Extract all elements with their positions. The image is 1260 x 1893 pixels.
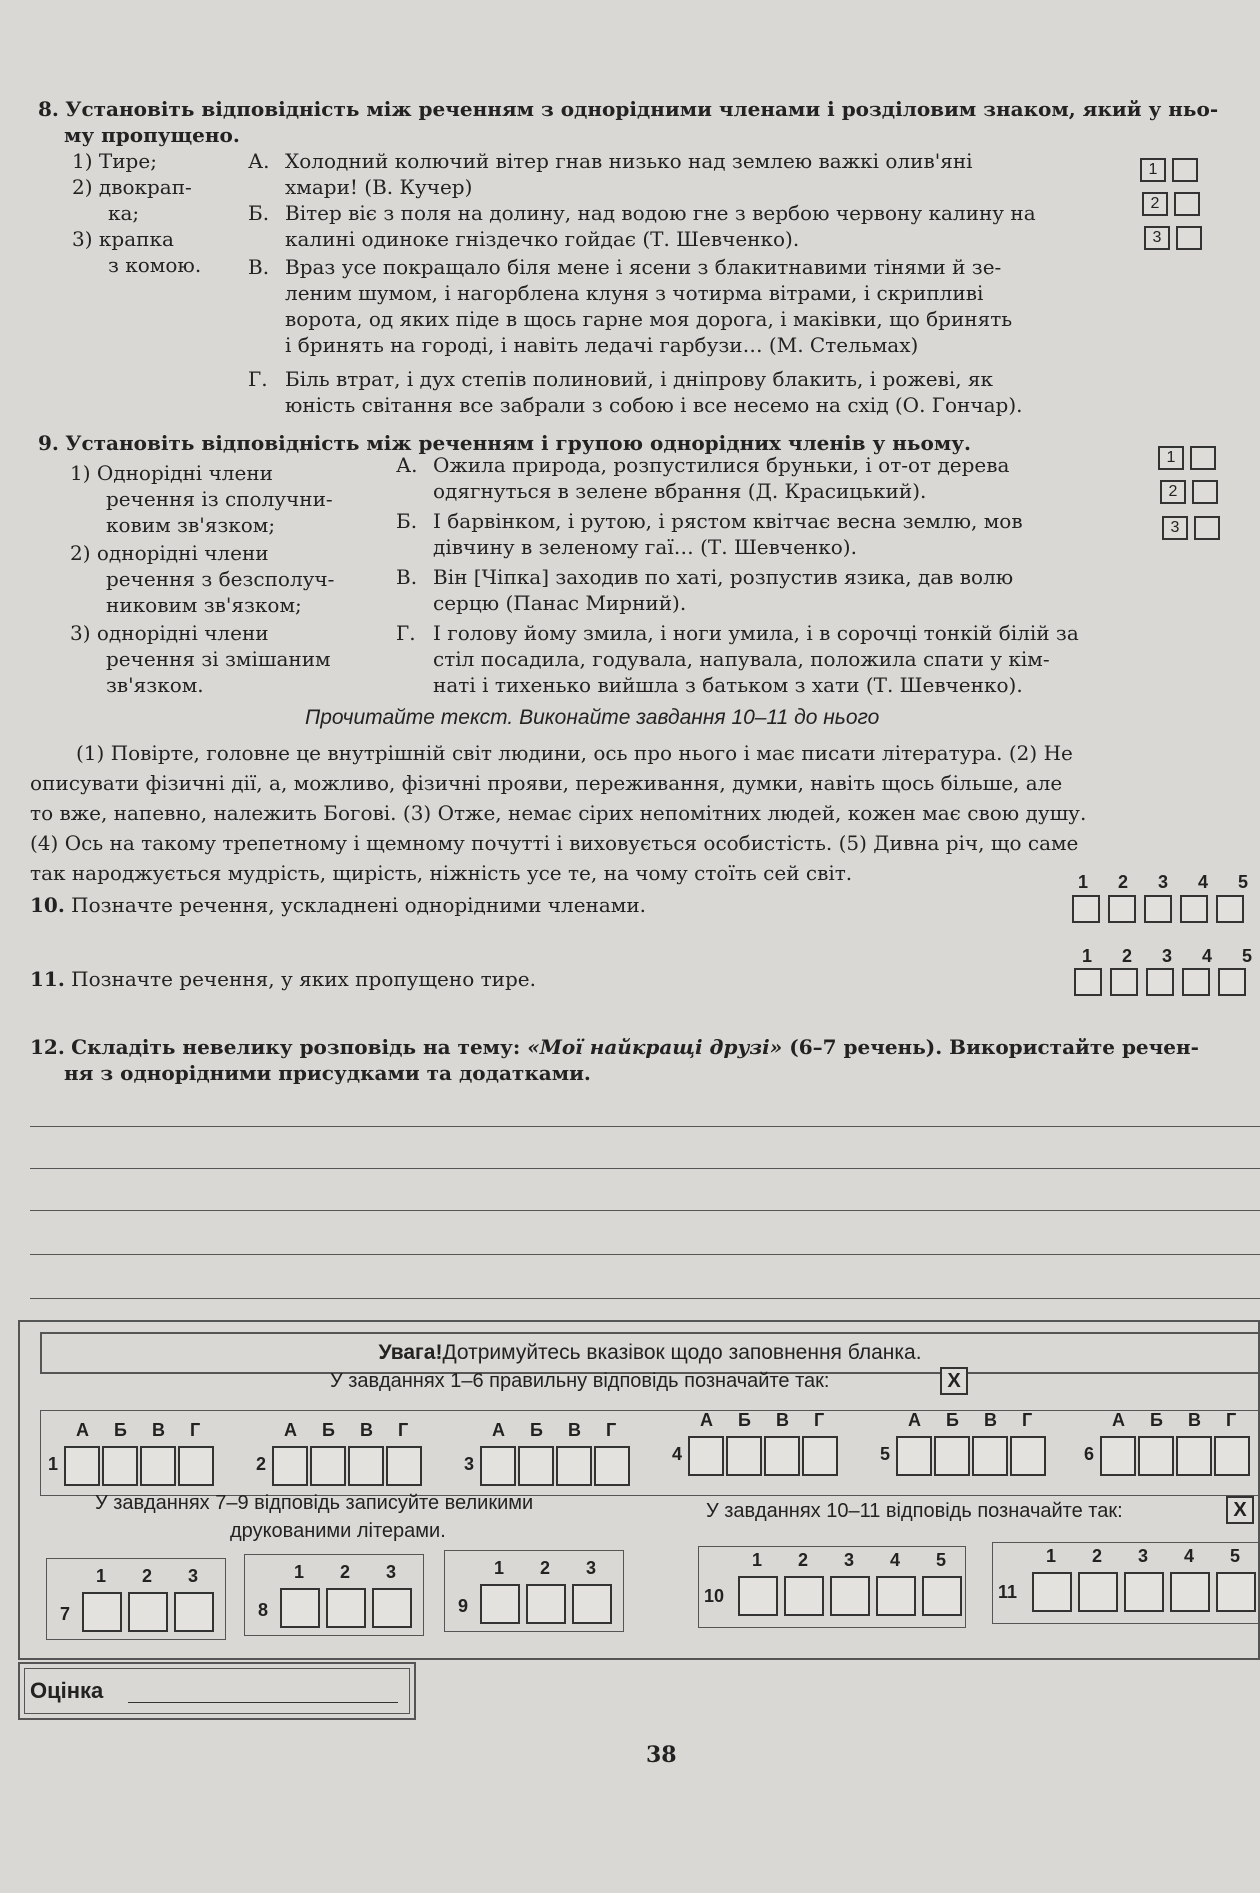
- instr-7-9-line1: У завданнях 7–9 відповідь записуйте великими: [95, 1492, 534, 1514]
- q9-option: речення з безсполуч-: [106, 567, 335, 591]
- q9-option: 3) однорідні члени: [70, 621, 269, 645]
- answer-cell[interactable]: [594, 1446, 630, 1486]
- task-number: 3: [464, 1454, 475, 1474]
- q8-option: 3) крапка: [72, 227, 174, 251]
- q9-option: 2) однорідні члени: [70, 541, 269, 565]
- q10-label: 5: [1237, 872, 1248, 892]
- answer-cell[interactable]: [526, 1584, 566, 1624]
- task-number: 10: [704, 1586, 725, 1606]
- q9-option: 1) Однорідні члени: [70, 461, 273, 485]
- answer-cell[interactable]: [830, 1576, 870, 1616]
- digit-label: 5: [1230, 1546, 1241, 1566]
- tasks-1-6-frame: [40, 1410, 1260, 1496]
- letter-label: Г: [814, 1410, 825, 1430]
- task-number: 9: [458, 1596, 469, 1616]
- letter-label: В: [152, 1420, 165, 1440]
- letter-label: Б: [114, 1420, 127, 1440]
- letter-label: А: [908, 1410, 921, 1430]
- task-number: 1: [48, 1454, 59, 1474]
- answer-cell[interactable]: [1124, 1572, 1164, 1612]
- q8-answer-label: 2: [1142, 192, 1168, 216]
- answer-cell[interactable]: [280, 1588, 320, 1628]
- letter-label: А: [700, 1410, 713, 1430]
- q8-sentence-letter: Б.: [248, 201, 270, 225]
- letter-label: В: [568, 1420, 581, 1440]
- reading-line: так народжується мудрість, щирість, ніжність усе те, на чому стоїть сей світ.: [30, 861, 853, 885]
- answer-cell[interactable]: [688, 1436, 724, 1476]
- q10-label: 4: [1197, 872, 1208, 892]
- q9-option: речення зі змішаним: [106, 647, 331, 671]
- q10-label: 1: [1078, 872, 1089, 892]
- answer-cell[interactable]: [174, 1592, 214, 1632]
- q9-answer-label: 1: [1158, 446, 1184, 470]
- q8-answer-label: 1: [1140, 158, 1166, 182]
- q8-sentence-line: Біль втрат, і дух степів полиновий, і дніпрову блакить, і рожеві, як: [285, 367, 994, 391]
- q8-sentence-line: хмари! (В. Кучер): [285, 175, 473, 199]
- page-number: 38: [646, 1742, 677, 1768]
- q8-answer-label: 3: [1144, 226, 1170, 250]
- answer-cell[interactable]: [1100, 1436, 1136, 1476]
- answer-cell[interactable]: [1170, 1572, 1210, 1612]
- instr-1-6: [330, 1370, 829, 1393]
- answer-cell[interactable]: [386, 1446, 422, 1486]
- q8-sentence-line: Враз усе покращало біля мене і ясени з блакитнавими тінями й зе-: [285, 255, 1002, 279]
- q10-number-labels: [1078, 872, 1248, 893]
- letter-label: Г: [190, 1420, 201, 1440]
- reading-heading: Прочитайте текст. Виконайте завдання 10–11 до нього: [305, 706, 880, 729]
- q9-sentence-line: серцю (Панас Мирний).: [433, 591, 687, 615]
- answer-cell[interactable]: [972, 1436, 1008, 1476]
- mark-example-x: X: [1226, 1496, 1254, 1524]
- answer-cell[interactable]: [764, 1436, 800, 1476]
- q10-answer-box[interactable]: [1144, 895, 1172, 923]
- letter-label: Г: [1022, 1410, 1033, 1430]
- answer-cell[interactable]: [726, 1436, 762, 1476]
- answer-cell[interactable]: [1138, 1436, 1174, 1476]
- q9-sentence-line: наті і тихенько вийшла з батьком з хати (Т. Шевченко).: [433, 673, 1023, 697]
- q11-label: 1: [1082, 946, 1093, 966]
- q9-sentence-letter: Г.: [396, 621, 416, 645]
- answer-cell[interactable]: [140, 1446, 176, 1486]
- q8-prompt-line1: Установіть відповідність між реченням з однорідними членами і розділовим знаком, який у ньо-: [65, 97, 1219, 121]
- task-number: 7: [60, 1604, 71, 1624]
- q10-answer-box[interactable]: [1216, 895, 1244, 923]
- reading-line: то вже, напевно, належить Богові. (3) Отже, немає сірих непомітних людей, кожен має свою душу.: [30, 801, 1087, 825]
- q11-label: 5: [1241, 946, 1252, 966]
- answer-cell[interactable]: [876, 1576, 916, 1616]
- task-number: 2: [256, 1454, 267, 1474]
- grade-line[interactable]: [128, 1702, 398, 1703]
- q8-sentence-letter: В.: [248, 255, 270, 279]
- digit-label: 2: [142, 1566, 153, 1586]
- q9-sentence-letter: Б.: [396, 509, 418, 533]
- answer-cell[interactable]: [178, 1446, 214, 1486]
- q12-prompt-b: (6–7 речень). Використайте речен-: [782, 1035, 1199, 1059]
- grade-box: [18, 1662, 416, 1720]
- q8-answer-box[interactable]: [1174, 192, 1200, 216]
- q12-prompt-a: Складіть невелику розповідь на тему:: [71, 1035, 528, 1059]
- letter-label: А: [492, 1420, 505, 1440]
- writing-line[interactable]: [30, 1168, 1260, 1169]
- q9-sentence-line: стіл посадила, годувала, напувала, положила спати у кім-: [433, 647, 1050, 671]
- q8-sentence-letter: Г.: [248, 367, 268, 391]
- attention-text: Дотримуйтесь вказівок щодо заповнення бланка.: [442, 1341, 922, 1364]
- digit-label: 3: [586, 1558, 597, 1578]
- digit-label: 2: [340, 1562, 351, 1582]
- q12-topic: «Мої найкращі друзі»: [527, 1035, 783, 1059]
- q9-answer-label: 2: [1160, 480, 1186, 504]
- digit-label: 3: [844, 1550, 855, 1570]
- answer-cell[interactable]: [372, 1588, 412, 1628]
- task-number: 11: [998, 1582, 1018, 1602]
- task-number: 8: [258, 1600, 269, 1620]
- q9-number: 9.: [38, 431, 59, 455]
- answer-cell[interactable]: [480, 1584, 520, 1624]
- digit-label: 1: [1046, 1546, 1057, 1566]
- task-number: 4: [672, 1444, 683, 1464]
- letter-label: А: [76, 1420, 89, 1440]
- q11-answer-box[interactable]: [1074, 968, 1102, 996]
- task-number: 6: [1084, 1444, 1095, 1464]
- q8-sentence-line: ворота, од яких піде в щось гарне моя дорога, і маківки, що бринять: [285, 307, 1013, 331]
- answer-cell[interactable]: [348, 1446, 384, 1486]
- answer-cell[interactable]: [784, 1576, 824, 1616]
- letter-label: Г: [1226, 1410, 1237, 1430]
- answer-cell[interactable]: [1216, 1572, 1256, 1612]
- digit-label: 3: [188, 1566, 199, 1586]
- q8-sentence-line: Холодний колючий вітер гнав низько над землею важкі олив'яні: [285, 149, 973, 173]
- answer-cell[interactable]: [1078, 1572, 1118, 1612]
- digit-label: 4: [1184, 1546, 1195, 1566]
- q8-sentence-line: юність світання все забрали з собою і все несемо на схід (О. Гончар).: [285, 393, 1023, 417]
- digit-label: 1: [294, 1562, 305, 1582]
- answer-sheet-title: [40, 1332, 1260, 1374]
- letter-label: А: [284, 1420, 297, 1440]
- writing-line[interactable]: [30, 1298, 1260, 1299]
- letter-label: А: [1112, 1410, 1125, 1430]
- digit-label: 3: [1138, 1546, 1149, 1566]
- digit-label: 2: [798, 1550, 809, 1570]
- digit-label: 2: [540, 1558, 551, 1578]
- q11-answer-box[interactable]: [1218, 968, 1246, 996]
- answer-cell[interactable]: [896, 1436, 932, 1476]
- answer-cell[interactable]: [802, 1436, 838, 1476]
- digit-label: 5: [936, 1550, 947, 1570]
- writing-line[interactable]: [30, 1126, 1260, 1127]
- answer-cell[interactable]: [1010, 1436, 1046, 1476]
- q11-prompt: [30, 966, 536, 993]
- answer-cell[interactable]: [102, 1446, 138, 1486]
- q11-number-labels: [1082, 946, 1252, 967]
- answer-cell[interactable]: [310, 1446, 346, 1486]
- q9-answer-label: 3: [1162, 516, 1188, 540]
- letter-label: Б: [738, 1410, 751, 1430]
- reading-line: описувати фізичні дії, а, можливо, фізичні прояви, переживання, думки, навіть щось більше, але: [30, 771, 1063, 795]
- instr-7-9-line2: друкованими літерами.: [230, 1520, 446, 1542]
- q9-sentence-letter: В.: [396, 565, 418, 589]
- letter-label: Б: [322, 1420, 335, 1440]
- digit-label: 3: [386, 1562, 397, 1582]
- answer-cell[interactable]: [572, 1584, 612, 1624]
- digit-label: 1: [752, 1550, 763, 1570]
- q8-sentence-line: Вітер віє з поля на долину, над водою гне з вербою червону калину на: [285, 201, 1036, 225]
- q8-number: 8.: [38, 97, 59, 121]
- q11-answer-box[interactable]: [1182, 968, 1210, 996]
- q10-label: 3: [1157, 872, 1168, 892]
- instr-1-6-text: У завданнях 1–6 правильну відповідь позначайте так:: [330, 1370, 830, 1392]
- answer-cell[interactable]: [326, 1588, 366, 1628]
- q10-answer-box[interactable]: [1108, 895, 1136, 923]
- q9-answer-box[interactable]: [1194, 516, 1220, 540]
- q9-sentence-letter: А.: [396, 453, 418, 477]
- digit-label: 4: [890, 1550, 901, 1570]
- q10-prompt: [30, 892, 646, 919]
- q8-prompt: [38, 96, 1258, 123]
- q12-number: 12.: [30, 1035, 65, 1059]
- q10-answer-box[interactable]: [1180, 895, 1208, 923]
- answer-cell[interactable]: [128, 1592, 168, 1632]
- q11-number: 11.: [30, 967, 65, 991]
- q9-option: ковим зв'язком;: [106, 513, 276, 537]
- q9-sentence-line: І барвінком, і рутою, і рястом квітчає весна землю, мов: [433, 509, 1023, 533]
- q10-number: 10.: [30, 893, 65, 917]
- q8-option: 1) Тире;: [72, 149, 157, 173]
- answer-cell[interactable]: [1176, 1436, 1212, 1476]
- q10-prompt-text: Позначте речення, ускладнені однорідними членами.: [71, 893, 647, 917]
- letter-label: Г: [606, 1420, 617, 1440]
- q9-answer-box[interactable]: [1192, 480, 1218, 504]
- q8-answer-box[interactable]: [1176, 226, 1202, 250]
- letter-label: В: [984, 1410, 997, 1430]
- q10-answer-box[interactable]: [1072, 895, 1100, 923]
- answer-cell[interactable]: [556, 1446, 592, 1486]
- q11-answer-box[interactable]: [1146, 968, 1174, 996]
- letter-label: Б: [1150, 1410, 1163, 1430]
- letter-label: Б: [946, 1410, 959, 1430]
- answer-cell[interactable]: [82, 1592, 122, 1632]
- reading-line: (1) Повірте, головне це внутрішній світ людини, ось про нього і має писати література. (2) Не: [76, 741, 1073, 765]
- q9-option: зв'язком.: [106, 673, 204, 697]
- answer-cell[interactable]: [1032, 1572, 1072, 1612]
- q9-sentence-line: одягнуться в зелене вбрання (Д. Красицький).: [433, 479, 927, 503]
- answer-cell[interactable]: [64, 1446, 100, 1486]
- digit-label: 2: [1092, 1546, 1103, 1566]
- attention-label: Увага!: [378, 1341, 443, 1364]
- q8-sentence-line: леним шумом, і нагорблена клуня з чотирма вітрами, і скрипливі: [285, 281, 984, 305]
- answer-cell[interactable]: [738, 1576, 778, 1616]
- q8-sentence-line: калині одиноке гніздечко гойдає (Т. Шевченко).: [285, 227, 800, 251]
- writing-line[interactable]: [30, 1210, 1260, 1211]
- digit-label: 1: [494, 1558, 505, 1578]
- answer-cell[interactable]: [1214, 1436, 1250, 1476]
- reading-line: (4) Ось на такому трепетному і щемному почутті і виховується особистість. (5) Дивна річ, що саме: [30, 831, 1079, 855]
- q8-option: з комою.: [108, 253, 202, 277]
- writing-line[interactable]: [30, 1254, 1260, 1255]
- answer-cell[interactable]: [922, 1576, 962, 1616]
- q8-option: ка;: [108, 201, 140, 225]
- q8-sentence-line: і бринять на городі, і навіть ледачі гарбузи… (М. Стельмах): [285, 333, 919, 357]
- q9-sentence-line: Ожила природа, розпустилися бруньки, і от-от дерева: [433, 453, 1010, 477]
- digit-label: 1: [96, 1566, 107, 1586]
- q12-prompt-line2: ня з однорідними присудками та додатками.: [64, 1061, 591, 1085]
- mark-example-x: X: [940, 1367, 968, 1395]
- q9-sentence-line: Він [Чіпка] заходив по хаті, розпустив язика, дав волю: [433, 565, 1014, 589]
- answer-cell[interactable]: [272, 1446, 308, 1486]
- q9-sentence-line: І голову йому змила, і ноги умила, і в сорочці тонкій білій за: [433, 621, 1079, 645]
- q11-prompt-text: Позначте речення, у яких пропущено тире.: [71, 967, 536, 991]
- letter-label: Б: [530, 1420, 543, 1440]
- q9-option: никовим зв'язком;: [106, 593, 302, 617]
- letter-label: В: [1188, 1410, 1201, 1430]
- answer-cell[interactable]: [480, 1446, 516, 1486]
- instr-10-11: У завданнях 10–11 відповідь позначайте так:: [706, 1500, 1123, 1522]
- q8-sentence-letter: А.: [248, 149, 270, 173]
- q9-sentence-line: дівчину в зеленому гаї… (Т. Шевченко).: [433, 535, 857, 559]
- q8-answer-box[interactable]: [1172, 158, 1198, 182]
- grade-label: Оцінка: [30, 1678, 104, 1703]
- q9-prompt-text: Установіть відповідність між реченням і групою однорідних членів у ньому.: [65, 431, 971, 455]
- q11-answer-box[interactable]: [1110, 968, 1138, 996]
- q9-option: речення із сполучни-: [106, 487, 333, 511]
- task-number: 5: [880, 1444, 891, 1464]
- q10-label: 2: [1117, 872, 1128, 892]
- q11-label: 4: [1201, 946, 1212, 966]
- q8-prompt-line2: му пропущено.: [64, 123, 240, 147]
- letter-label: В: [776, 1410, 789, 1430]
- q8-option: 2) двокрап-: [72, 175, 192, 199]
- letter-label: В: [360, 1420, 373, 1440]
- q12-prompt: [30, 1034, 1260, 1061]
- q11-label: 2: [1121, 946, 1132, 966]
- letter-label: Г: [398, 1420, 409, 1440]
- answer-cell[interactable]: [934, 1436, 970, 1476]
- answer-cell[interactable]: [518, 1446, 554, 1486]
- q9-answer-box[interactable]: [1190, 446, 1216, 470]
- q11-label: 3: [1161, 946, 1172, 966]
